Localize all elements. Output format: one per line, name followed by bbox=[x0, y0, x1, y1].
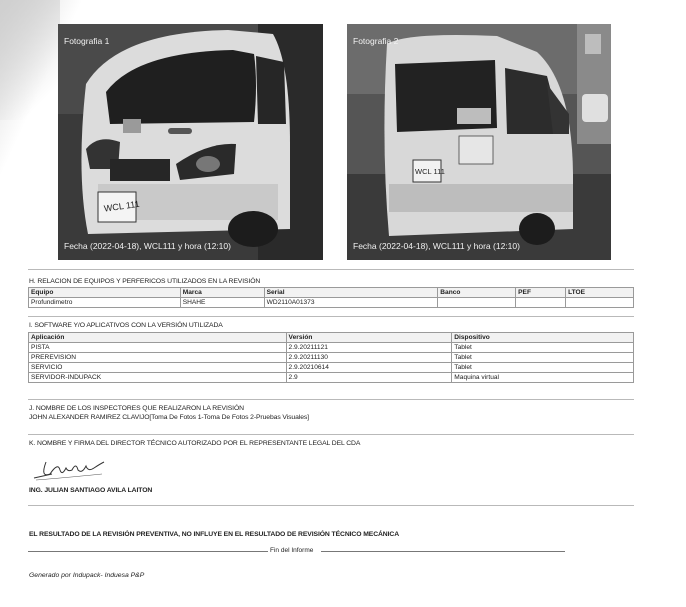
section-h-title: H. RELACION DE EQUIPOS Y PERFERICOS UTILIZADOS EN LA REVISIÓN bbox=[29, 278, 261, 285]
photo-1-caption: Fecha (2022-04-18), WCL111 y hora (12:10) bbox=[64, 241, 231, 251]
cell: Maquina virtual bbox=[452, 373, 634, 383]
table-row bbox=[29, 298, 634, 308]
divider bbox=[28, 505, 634, 506]
photo-1-label: Fotografia 1 bbox=[64, 36, 110, 46]
divider bbox=[28, 399, 634, 400]
cell bbox=[516, 298, 566, 308]
result-note: EL RESULTADO DE LA REVISIÓN PREVENTIVA, NO INFLUYE EN EL RESULTADO DE REVISIÓN TÉCNICO MECÁNICA bbox=[29, 531, 400, 538]
cell: 2.9.20211130 bbox=[286, 353, 452, 363]
director-signature bbox=[32, 456, 112, 482]
section-i-title: I. SOFTWARE Y/O APLICATIVOS CON LA VERSIÓN UTILIZADA bbox=[29, 322, 223, 329]
col-aplicacion: Aplicación bbox=[29, 333, 287, 343]
cell: WD2110A01373 bbox=[264, 298, 438, 308]
cell: Tablet bbox=[452, 353, 634, 363]
divider bbox=[28, 316, 634, 317]
cell bbox=[438, 298, 516, 308]
col-pef: PEF bbox=[516, 288, 566, 298]
footer-generated-by: Generado por Indupack- Induesa P&P bbox=[29, 572, 145, 579]
van-front-image bbox=[58, 24, 323, 260]
cell: 2.9 bbox=[286, 373, 452, 383]
col-equipo: Equipo bbox=[29, 288, 181, 298]
cell: SERVICIO bbox=[29, 363, 287, 373]
van-rear-image bbox=[347, 24, 611, 260]
col-ltoe: LTOE bbox=[566, 288, 634, 298]
front-plate-text: WCL 111 bbox=[103, 198, 141, 214]
table-header-row bbox=[29, 288, 634, 298]
equipment-table bbox=[28, 287, 634, 308]
cell: SHAHE bbox=[180, 298, 264, 308]
photo-2-label: Fotografia 2 bbox=[353, 36, 399, 46]
table-row bbox=[29, 343, 634, 353]
divider bbox=[28, 269, 634, 270]
end-of-report: Fin del Informe bbox=[270, 547, 314, 554]
cell: Tablet bbox=[452, 343, 634, 353]
rear-plate-text: WCL 111 bbox=[415, 167, 445, 176]
photo-2-caption: Fecha (2022-04-18), WCL111 y hora (12:10) bbox=[353, 241, 520, 251]
col-version: Versión bbox=[286, 333, 452, 343]
software-table bbox=[28, 332, 634, 383]
cell: 2.9.20211121 bbox=[286, 343, 452, 353]
col-banco: Banco bbox=[438, 288, 516, 298]
table-header-row bbox=[29, 333, 634, 343]
cell: 2.9.20210614 bbox=[286, 363, 452, 373]
cell: Tablet bbox=[452, 363, 634, 373]
cell: PREREVISION bbox=[29, 353, 287, 363]
col-dispositivo: Dispositivo bbox=[452, 333, 634, 343]
cell: SERVIDOR-INDUPACK bbox=[29, 373, 287, 383]
cell bbox=[566, 298, 634, 308]
section-j-title: J. NOMBRE DE LOS INSPECTORES QUE REALIZARON LA REVISIÓN bbox=[29, 405, 244, 412]
vehicle-photo-front bbox=[58, 24, 323, 260]
table-row bbox=[29, 373, 634, 383]
table-row bbox=[29, 353, 634, 363]
vehicle-photo-rear bbox=[347, 24, 611, 260]
inspector-names: JOHN ALEXANDER RAMIREZ CLAVIJO[Toma De Fotos 1-Toma De Fotos 2-Pruebas Visuales] bbox=[29, 414, 309, 421]
cell: Profundimetro bbox=[29, 298, 181, 308]
end-line-right bbox=[321, 551, 565, 552]
end-line-left bbox=[28, 551, 268, 552]
table-row bbox=[29, 363, 634, 373]
cell: PISTA bbox=[29, 343, 287, 353]
col-marca: Marca bbox=[180, 288, 264, 298]
section-k-title: K. NOMBRE Y FIRMA DEL DIRECTOR TÉCNICO AUTORIZADO POR EL REPRESENTANTE LEGAL DEL CDA bbox=[29, 440, 361, 447]
col-serial: Serial bbox=[264, 288, 438, 298]
divider bbox=[28, 434, 634, 435]
director-name: ING. JULIAN SANTIAGO AVILA LAITON bbox=[29, 487, 153, 494]
